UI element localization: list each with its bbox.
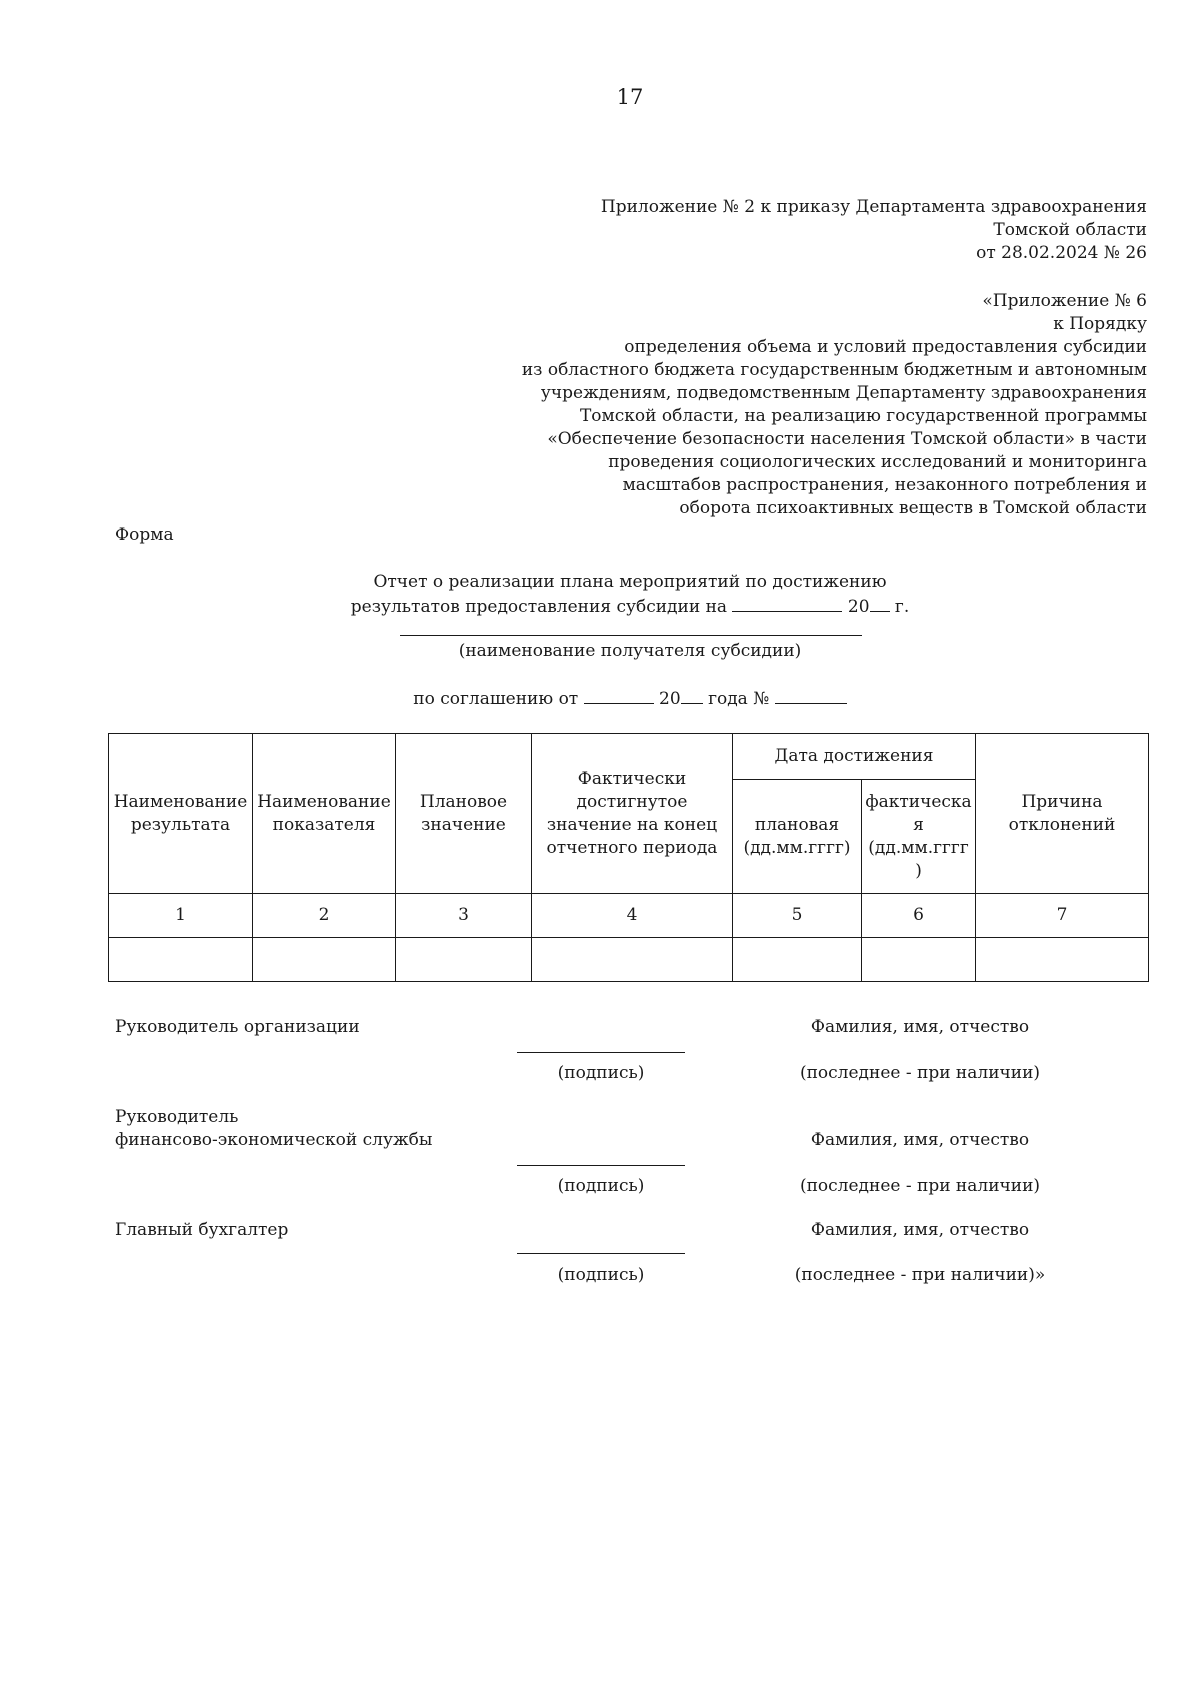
report-title-year: 20 (847, 597, 870, 617)
appendix-6-block (522, 290, 1147, 520)
signature-name-label: Фамилия, имя, отчество (810, 1130, 1030, 1150)
agreement-line (330, 686, 930, 711)
table-numbers-row (109, 894, 1149, 938)
column-number: 4 (532, 894, 733, 938)
table-cell[interactable] (109, 938, 253, 982)
appendix-6-line: Томской области, на реализацию государственной программы (579, 406, 1147, 426)
table-cell[interactable] (862, 938, 976, 982)
appendix-header-line: Приложение № 2 к приказу Департамента здравоохранения (600, 197, 1147, 217)
signature-name-label: Фамилия, имя, отчество (810, 1220, 1030, 1240)
appendix-6-line: определения объема и условий предоставления субсидии (624, 337, 1147, 357)
signature-name-caption: (последнее - при наличии)» (794, 1265, 1046, 1285)
signature-line[interactable] (517, 1165, 685, 1166)
agreement-suffix: года № (708, 689, 770, 709)
agreement-prefix: по соглашению от (413, 689, 579, 709)
header-deviation-reason: Причина отклонений (976, 734, 1149, 894)
table-row[interactable] (109, 938, 1149, 982)
agreement-number-blank[interactable] (775, 686, 847, 704)
form-label: Форма (115, 525, 174, 545)
appendix-header (601, 196, 1147, 265)
appendix-6-line: учреждениям, подведомственным Департаменту здравоохранения (540, 383, 1147, 403)
signature-line[interactable] (517, 1052, 685, 1053)
table-cell[interactable] (976, 938, 1149, 982)
header-actual-date: фактическа я (дд.мм.гггг ) (862, 780, 976, 894)
signature-role-line2: финансово-экономической службы (115, 1130, 433, 1150)
appendix-header-line: Томской области (993, 220, 1147, 240)
signature-role: Руководитель (115, 1107, 239, 1127)
report-title-prefix: результатов предоставления субсидии на (350, 597, 728, 617)
table-cell[interactable] (396, 938, 532, 982)
header-actual-value: Фактически достигнутое значение на конец отчетного периода (532, 734, 733, 894)
page-number: 17 (616, 85, 644, 109)
agreement-year: 20 (659, 689, 681, 709)
report-title-line1: Отчет о реализации плана мероприятий по достижению (373, 572, 887, 592)
signature-role: Главный бухгалтер (115, 1220, 289, 1240)
column-number: 7 (976, 894, 1149, 938)
header-achievement-date: Дата достижения (733, 734, 976, 780)
agreement-date-blank[interactable] (584, 686, 654, 704)
header-planned-value: Плановое значение (396, 734, 532, 894)
table-cell[interactable] (532, 938, 733, 982)
recipient-caption: (наименование получателя субсидии) (458, 641, 802, 661)
report-date-blank[interactable] (732, 594, 842, 612)
appendix-6-line: из областного бюджета государственным бюджетным и автономным (521, 360, 1147, 380)
appendix-header-line: от 28.02.2024 № 26 (976, 243, 1147, 263)
report-year-blank[interactable] (870, 594, 890, 612)
signature-caption: (подпись) (557, 1063, 645, 1083)
appendix-6-line: к Порядку (1053, 314, 1147, 334)
appendix-6-line: «Обеспечение безопасности населения Томской области» в части (547, 429, 1147, 449)
signature-caption: (подпись) (557, 1176, 645, 1196)
appendix-6-line: оборота психоактивных веществ в Томской области (679, 498, 1147, 518)
signature-name-caption: (последнее - при наличии) (799, 1176, 1041, 1196)
signature-name-caption: (последнее - при наличии) (799, 1063, 1041, 1083)
recipient-line[interactable] (400, 635, 862, 636)
appendix-6-line: масштабов распространения, незаконного потребления и (622, 475, 1147, 495)
column-number: 3 (396, 894, 532, 938)
report-table (108, 733, 1149, 982)
signature-caption: (подпись) (557, 1265, 645, 1285)
appendix-6-line: проведения социологических исследований и мониторинга (608, 452, 1147, 472)
header-result-name: Наименование результата (109, 734, 253, 894)
column-number: 1 (109, 894, 253, 938)
table-cell[interactable] (733, 938, 862, 982)
report-title-line2 (300, 594, 960, 619)
signature-role: Руководитель организации (115, 1017, 360, 1037)
agreement-year-blank[interactable] (681, 686, 703, 704)
signature-name-label: Фамилия, имя, отчество (810, 1017, 1030, 1037)
column-number: 2 (253, 894, 396, 938)
table-header-row (109, 734, 1149, 780)
report-title-suffix: г. (894, 597, 910, 617)
column-number: 6 (862, 894, 976, 938)
header-indicator-name: Наименование показателя (253, 734, 396, 894)
column-number: 5 (733, 894, 862, 938)
header-planned-date: плановая (дд.мм.гггг) (733, 780, 862, 894)
appendix-6-line: «Приложение № 6 (982, 291, 1147, 311)
signature-line[interactable] (517, 1253, 685, 1254)
table-cell[interactable] (253, 938, 396, 982)
